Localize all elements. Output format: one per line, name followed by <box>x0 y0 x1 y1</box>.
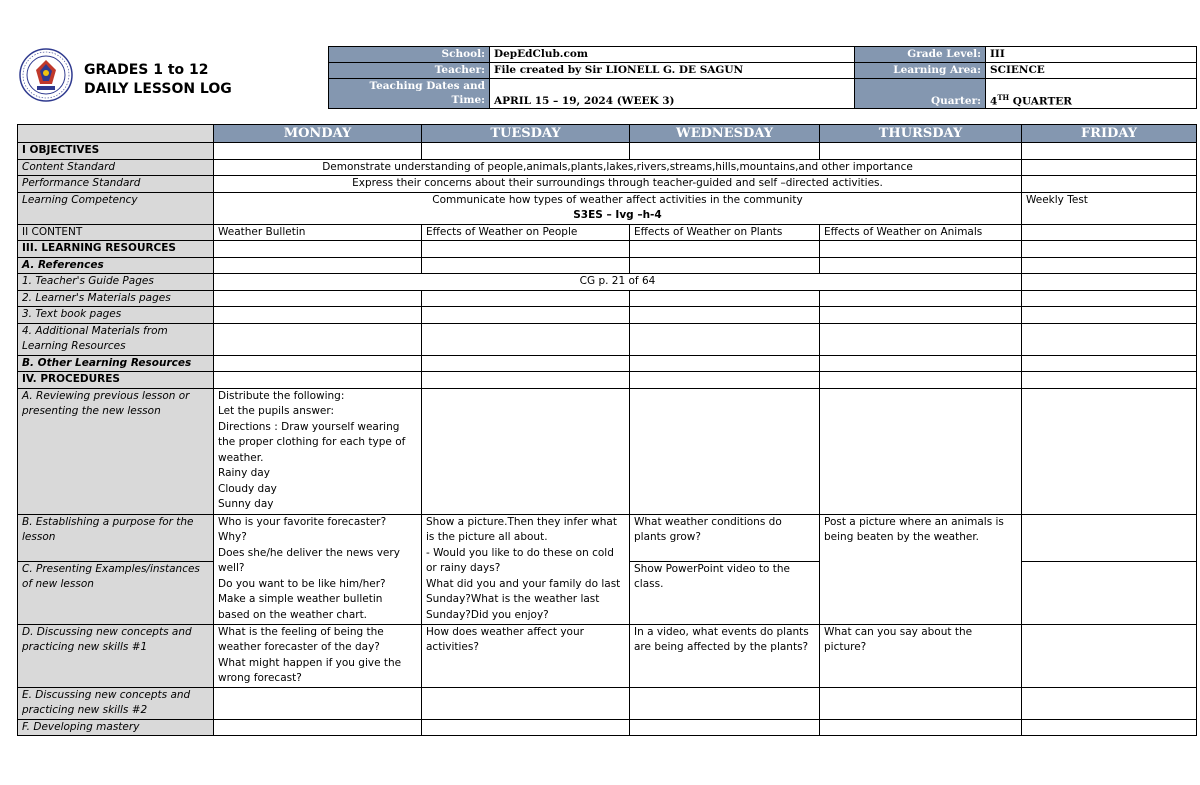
learning-competency-text <box>214 192 1022 224</box>
cell-line: Let the pupils answer: <box>218 405 335 417</box>
cell <box>214 355 422 372</box>
row-label-other-resources: B. Other Learning Resources <box>18 355 214 372</box>
cell-line: activities? <box>426 641 479 653</box>
row-label-discussing-concepts-2 <box>18 687 214 719</box>
cell <box>1022 224 1197 241</box>
row-label-textbook: 3. Text book pages <box>18 307 214 324</box>
cell-line: Sunday?Did you enjoy? <box>426 608 549 621</box>
cell-line: well? <box>218 562 245 574</box>
cell-line: What is the feeling of being the <box>218 625 384 638</box>
day-header-friday: FRIDAY <box>1022 125 1197 143</box>
cell <box>630 355 820 372</box>
area-label: Learning Area: <box>855 63 986 79</box>
discussing-thursday <box>820 624 1022 687</box>
cell <box>820 372 1022 389</box>
header-table <box>328 46 1197 109</box>
dates-label-line-1: Teaching Dates and <box>369 80 485 92</box>
row-label-content-standard: Content Standard <box>18 159 214 176</box>
row-label-reviewing-lesson <box>18 388 214 514</box>
lesson-log-table <box>17 124 1197 736</box>
row-label-references: A. References <box>18 257 214 274</box>
cell <box>214 241 422 258</box>
presenting-examples-line-1: C. Presenting Examples/instances <box>22 562 200 575</box>
cell-line: or rainy days? <box>426 562 501 574</box>
cell <box>820 257 1022 274</box>
cell-line: What might happen if you give the <box>218 656 402 669</box>
cell-line: weather forecaster of the day? <box>218 641 380 653</box>
school-value: DepEdClub.com <box>490 47 855 63</box>
cell-line: Make a simple weather bulletin <box>218 593 383 605</box>
cell <box>1022 687 1197 719</box>
friday-weekly-test: Weekly Test <box>1022 192 1197 224</box>
row-label-establishing-purpose <box>18 514 214 561</box>
cell <box>820 719 1022 736</box>
deped-seal-icon <box>19 48 73 102</box>
additional-materials-line-2: Learning Resources <box>22 340 126 352</box>
quarter-text: QUARTER <box>1009 95 1073 107</box>
discussing-concepts-1-line-2: practicing new skills #1 <box>22 641 148 653</box>
cell <box>214 290 422 307</box>
row-label-developing-mastery: F. Developing mastery <box>18 719 214 736</box>
cell <box>630 323 820 355</box>
cell <box>422 241 630 258</box>
cell <box>214 323 422 355</box>
teachers-guide-text: CG p. 21 of 64 <box>214 274 1022 291</box>
content-standard-text: Demonstrate understanding of people,animals,plants,lakes,rivers,streams,hills,mountains,and other importance <box>214 159 1022 176</box>
cell <box>630 143 820 160</box>
corner-cell <box>18 125 214 143</box>
cell <box>1022 307 1197 324</box>
page-title <box>84 61 232 99</box>
teacher-value: File created by Sir LIONELL G. DE SAGUN <box>490 63 855 79</box>
grade-label: Grade Level: <box>855 47 986 63</box>
establishing-purpose-line-2: lesson <box>22 531 56 543</box>
cell-line: weather. <box>218 451 264 464</box>
content-wednesday: Effects of Weather on Plants <box>630 224 820 241</box>
quarter-number: 4 <box>990 95 998 107</box>
cell <box>1022 241 1197 258</box>
cell-line: wrong forecast? <box>218 672 302 684</box>
day-header-monday: MONDAY <box>214 125 422 143</box>
cell <box>1022 719 1197 736</box>
row-label-procedures: IV. PROCEDURES <box>18 372 214 389</box>
cell-line: Cloudy day <box>218 482 277 495</box>
content-monday: Weather Bulletin <box>214 224 422 241</box>
cell <box>630 388 820 514</box>
cell <box>820 355 1022 372</box>
day-header-wednesday: WEDNESDAY <box>630 125 820 143</box>
content-tuesday: Effects of Weather on People <box>422 224 630 241</box>
cell <box>630 687 820 719</box>
row-label-objectives: I OBJECTIVES <box>18 143 214 160</box>
cell <box>214 687 422 719</box>
cell-line: based on the weather chart. <box>218 608 368 621</box>
reviewing-lesson-line-2: presenting the new lesson <box>22 405 161 417</box>
content-thursday: Effects of Weather on Animals <box>820 224 1022 241</box>
cell <box>422 307 630 324</box>
cell <box>1022 514 1197 561</box>
cell <box>630 257 820 274</box>
row-label-presenting-examples <box>18 561 214 624</box>
cell-line: Show a picture.Then they infer what <box>426 515 617 528</box>
cell <box>820 687 1022 719</box>
cell <box>630 290 820 307</box>
cell-line: Sunny day <box>218 498 274 510</box>
discussing-concepts-2-line-2: practicing new skills #2 <box>22 704 148 716</box>
performance-standard-text: Express their concerns about their surroundings through teacher-guided and self –directed activities. <box>214 176 1022 193</box>
day-header-thursday: THURSDAY <box>820 125 1022 143</box>
cell <box>1022 274 1197 291</box>
cell-line: picture? <box>824 641 867 653</box>
cell <box>820 290 1022 307</box>
cell <box>820 388 1022 514</box>
cell-line: Why? <box>218 531 247 543</box>
cell <box>630 241 820 258</box>
dates-value: APRIL 15 – 19, 2024 (WEEK 3) <box>490 79 855 109</box>
cell <box>1022 561 1197 624</box>
purpose-wednesday <box>630 514 820 561</box>
row-label-additional-materials <box>18 323 214 355</box>
purpose-examples-thursday <box>820 514 1022 624</box>
cell-line: Do you want to be like him/her? <box>218 577 386 590</box>
cell-line: Distribute the following: <box>218 389 345 402</box>
cell-line: Post a picture where an animals is <box>824 515 1004 528</box>
grade-value: III <box>986 47 1197 63</box>
row-label-learning-resources: III. LEARNING RESOURCES <box>18 241 214 258</box>
cell-line: Who is your favorite forecaster? <box>218 515 387 528</box>
learning-competency-code: S3ES – Ivg –h-4 <box>573 209 662 221</box>
row-label-performance-standard: Performance Standard <box>18 176 214 193</box>
discussing-concepts-1-line-1: D. Discussing new concepts and <box>22 625 192 638</box>
cell-line: the proper clothing for each type of <box>218 436 406 448</box>
cell <box>422 687 630 719</box>
reviewing-monday <box>214 388 422 514</box>
purpose-examples-tuesday <box>422 514 630 624</box>
cell-line: Directions : Draw yourself wearing <box>218 420 400 433</box>
cell-line: class. <box>634 578 664 590</box>
cell <box>1022 355 1197 372</box>
discussing-wednesday <box>630 624 820 687</box>
cell <box>422 719 630 736</box>
cell <box>1022 290 1197 307</box>
cell <box>214 372 422 389</box>
cell-line: Sunday?What is the weather last <box>426 593 600 605</box>
cell <box>422 323 630 355</box>
cell-line: What did you and your family do last <box>426 577 621 590</box>
cell <box>820 307 1022 324</box>
cell-line: What weather conditions do <box>634 515 782 528</box>
cell-line: - Would you like to do these on cold <box>426 546 614 559</box>
cell <box>422 355 630 372</box>
dates-label-line-2: Time: <box>451 94 485 106</box>
cell <box>422 143 630 160</box>
cell <box>630 719 820 736</box>
cell <box>422 257 630 274</box>
cell <box>214 143 422 160</box>
row-label-content: II CONTENT <box>18 224 214 241</box>
cell <box>820 241 1022 258</box>
discussing-concepts-2-line-1: E. Discussing new concepts and <box>22 688 191 701</box>
cell <box>1022 159 1197 176</box>
examples-wednesday <box>630 561 820 624</box>
cell <box>1022 257 1197 274</box>
cell <box>1022 323 1197 355</box>
day-header-tuesday: TUESDAY <box>422 125 630 143</box>
title-line-1: GRADES 1 to 12 <box>84 62 209 78</box>
cell <box>422 372 630 389</box>
cell-line: are being affected by the plants? <box>634 641 809 653</box>
establishing-purpose-line-1: B. Establishing a purpose for the <box>22 515 194 528</box>
cell-line: In a video, what events do plants <box>634 625 809 638</box>
purpose-examples-monday <box>214 514 422 624</box>
cell <box>422 388 630 514</box>
row-label-learning-competency: Learning Competency <box>18 192 214 224</box>
cell-line: What can you say about the <box>824 625 973 638</box>
cell-line: plants grow? <box>634 531 701 543</box>
school-label: School: <box>329 47 490 63</box>
cell <box>630 307 820 324</box>
quarter-label: Quarter: <box>855 79 986 109</box>
row-label-learners-materials: 2. Learner's Materials pages <box>18 290 214 307</box>
cell <box>1022 624 1197 687</box>
cell <box>820 323 1022 355</box>
cell <box>630 372 820 389</box>
row-label-teachers-guide: 1. Teacher's Guide Pages <box>18 274 214 291</box>
cell <box>214 719 422 736</box>
cell <box>1022 143 1197 160</box>
cell-line: Does she/he deliver the news very <box>218 546 400 559</box>
reviewing-lesson-line-1: A. Reviewing previous lesson or <box>22 389 190 402</box>
cell-line: Rainy day <box>218 467 270 479</box>
cell <box>422 290 630 307</box>
cell-line: is the picture all about. <box>426 531 548 543</box>
cell-line: How does weather affect your <box>426 625 584 638</box>
learning-competency-description: Communicate how types of weather affect activities in the community <box>432 193 803 206</box>
additional-materials-line-1: 4. Additional Materials from <box>22 324 168 337</box>
cell <box>1022 176 1197 193</box>
cell-line: being beaten by the weather. <box>824 531 980 543</box>
cell <box>820 143 1022 160</box>
row-label-discussing-concepts-1 <box>18 624 214 687</box>
teacher-label: Teacher: <box>329 63 490 79</box>
cell <box>214 307 422 324</box>
title-line-2: DAILY LESSON LOG <box>84 81 232 97</box>
quarter-value <box>986 79 1197 109</box>
quarter-suffix: TH <box>997 92 1010 102</box>
cell <box>214 257 422 274</box>
cell <box>1022 372 1197 389</box>
presenting-examples-line-2: of new lesson <box>22 578 94 590</box>
cell-line: Show PowerPoint video to the <box>634 562 790 575</box>
cell <box>1022 388 1197 514</box>
discussing-tuesday <box>422 624 630 687</box>
dates-label <box>329 79 490 109</box>
area-value: SCIENCE <box>986 63 1197 79</box>
discussing-monday <box>214 624 422 687</box>
